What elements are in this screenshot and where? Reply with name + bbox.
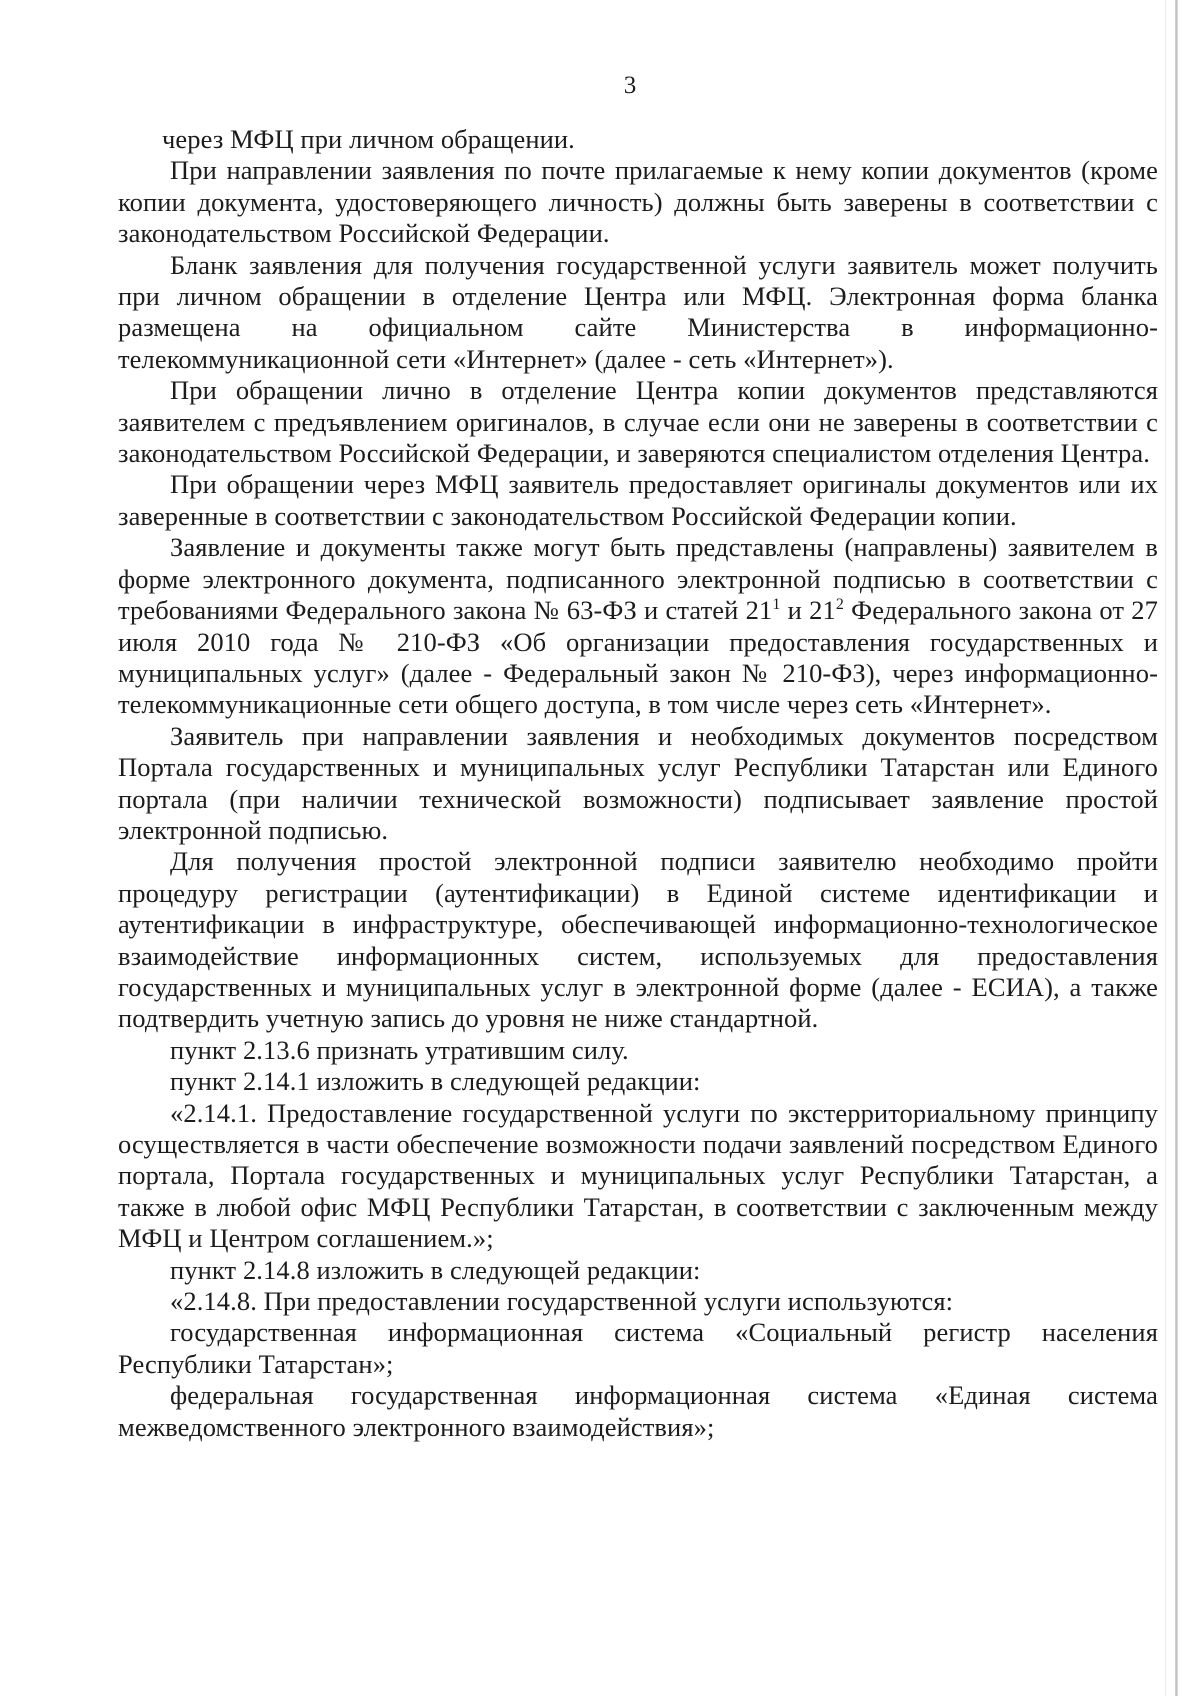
superscript: 1 xyxy=(772,596,781,614)
paragraph-text: Федерального закона от 27 июля 2010 года № 210-ФЗ «Об организации предоставления государственных и муниципальных услуг» (далее - Федеральный закон № 210-ФЗ), через информационно-телекоммуникационные сети общего доступа, в том числе через сеть «Интернет». xyxy=(118,595,1158,720)
superscript: 2 xyxy=(835,596,844,614)
paragraph: пункт 2.13.6 признать утратившим силу. xyxy=(170,1034,629,1065)
paragraph: «2.14.1. Предоставление государственной услуги по экстерриториальному принципу осуществляется в части обеспечение возможности подачи заявлений посредством Единого портала, Портала государственных и муниципальных услуг Республики Татарстан, а также в любой офис МФЦ Республики Татарстан, в соответствии с заключенным между МФЦ и Центром соглашением.»; xyxy=(118,1097,1158,1254)
paragraph-text: Заявление и документы также могут быть представлены (направлены) заявителем в форме электронного документа, подписанного электронной подписью в соответствии с требованиями Федерального закона № 63-ФЗ и статей 21 xyxy=(118,532,1158,626)
paragraph: «2.14.8. При предоставлении государственной услуги используются: xyxy=(170,1286,954,1317)
paragraph: государственная информационная система «Социальный регистр населения Республики Татарстан»; xyxy=(118,1317,1158,1379)
paragraph: При направлении заявления по почте прилагаемые к нему копии документов (кроме копии документа, удостоверяющего личность) должны быть заверены в соответствии с законодательством Российской Федерации. xyxy=(118,155,1158,249)
paragraph: федеральная государственная информационная система «Единая система межведомственного электронного взаимодействия»; xyxy=(118,1380,1158,1442)
scan-edge-line xyxy=(1165,0,1166,1696)
paragraph: через МФЦ при личном обращении. xyxy=(162,124,575,154)
document-body xyxy=(118,124,1158,1443)
paragraph: Бланк заявления для получения государственной услуги заявитель может получить при личном обращении в отделение Центра или МФЦ. Электронная форма бланка размещена на официальном сайте Министерства в информационно-телекоммуникационной сети «Интернет» (далее - сеть «Интернет»). xyxy=(118,249,1158,374)
paragraph: пункт 2.14.1 изложить в следующей редакции: xyxy=(170,1066,701,1097)
page-number: 3 xyxy=(623,72,637,99)
paragraph-with-superscripts xyxy=(118,532,1158,720)
scan-edge-shadow xyxy=(1175,0,1178,1696)
paragraph-text: и 21 xyxy=(780,595,836,626)
paragraph: Заявитель при направлении заявления и необходимых документов посредством Портала государственных и муниципальных услуг Республики Татарстан или Единого портала (при наличии технической возможности) подписывает заявление простой электронной подписью. xyxy=(118,720,1158,845)
paragraph: При обращении через МФЦ заявитель предоставляет оригиналы документов или их заверенные в соответствии с законодательством Российской Федерации копии. xyxy=(118,469,1158,531)
paragraph: При обращении лично в отделение Центра копии документов представляются заявителем с предъявлением оригиналов, в случае если они не заверены в соответствии с законодательством Российской Федерации, и заверяются специалистом отделения Центра. xyxy=(118,375,1158,469)
paragraph: Для получения простой электронной подписи заявителю необходимо пройти процедуру регистрации (аутентификации) в Единой системе идентификации и аутентификации в инфраструктуре, обеспечивающей информационно-технологическое взаимодействие информационных систем, используемых для предоставления государственных и муниципальных услуг в электронной форме (далее - ЕСИА), а также подтвердить учетную запись до уровня не ниже стандартной. xyxy=(118,846,1158,1034)
paragraph: пункт 2.14.8 изложить в следующей редакции: xyxy=(170,1254,701,1285)
